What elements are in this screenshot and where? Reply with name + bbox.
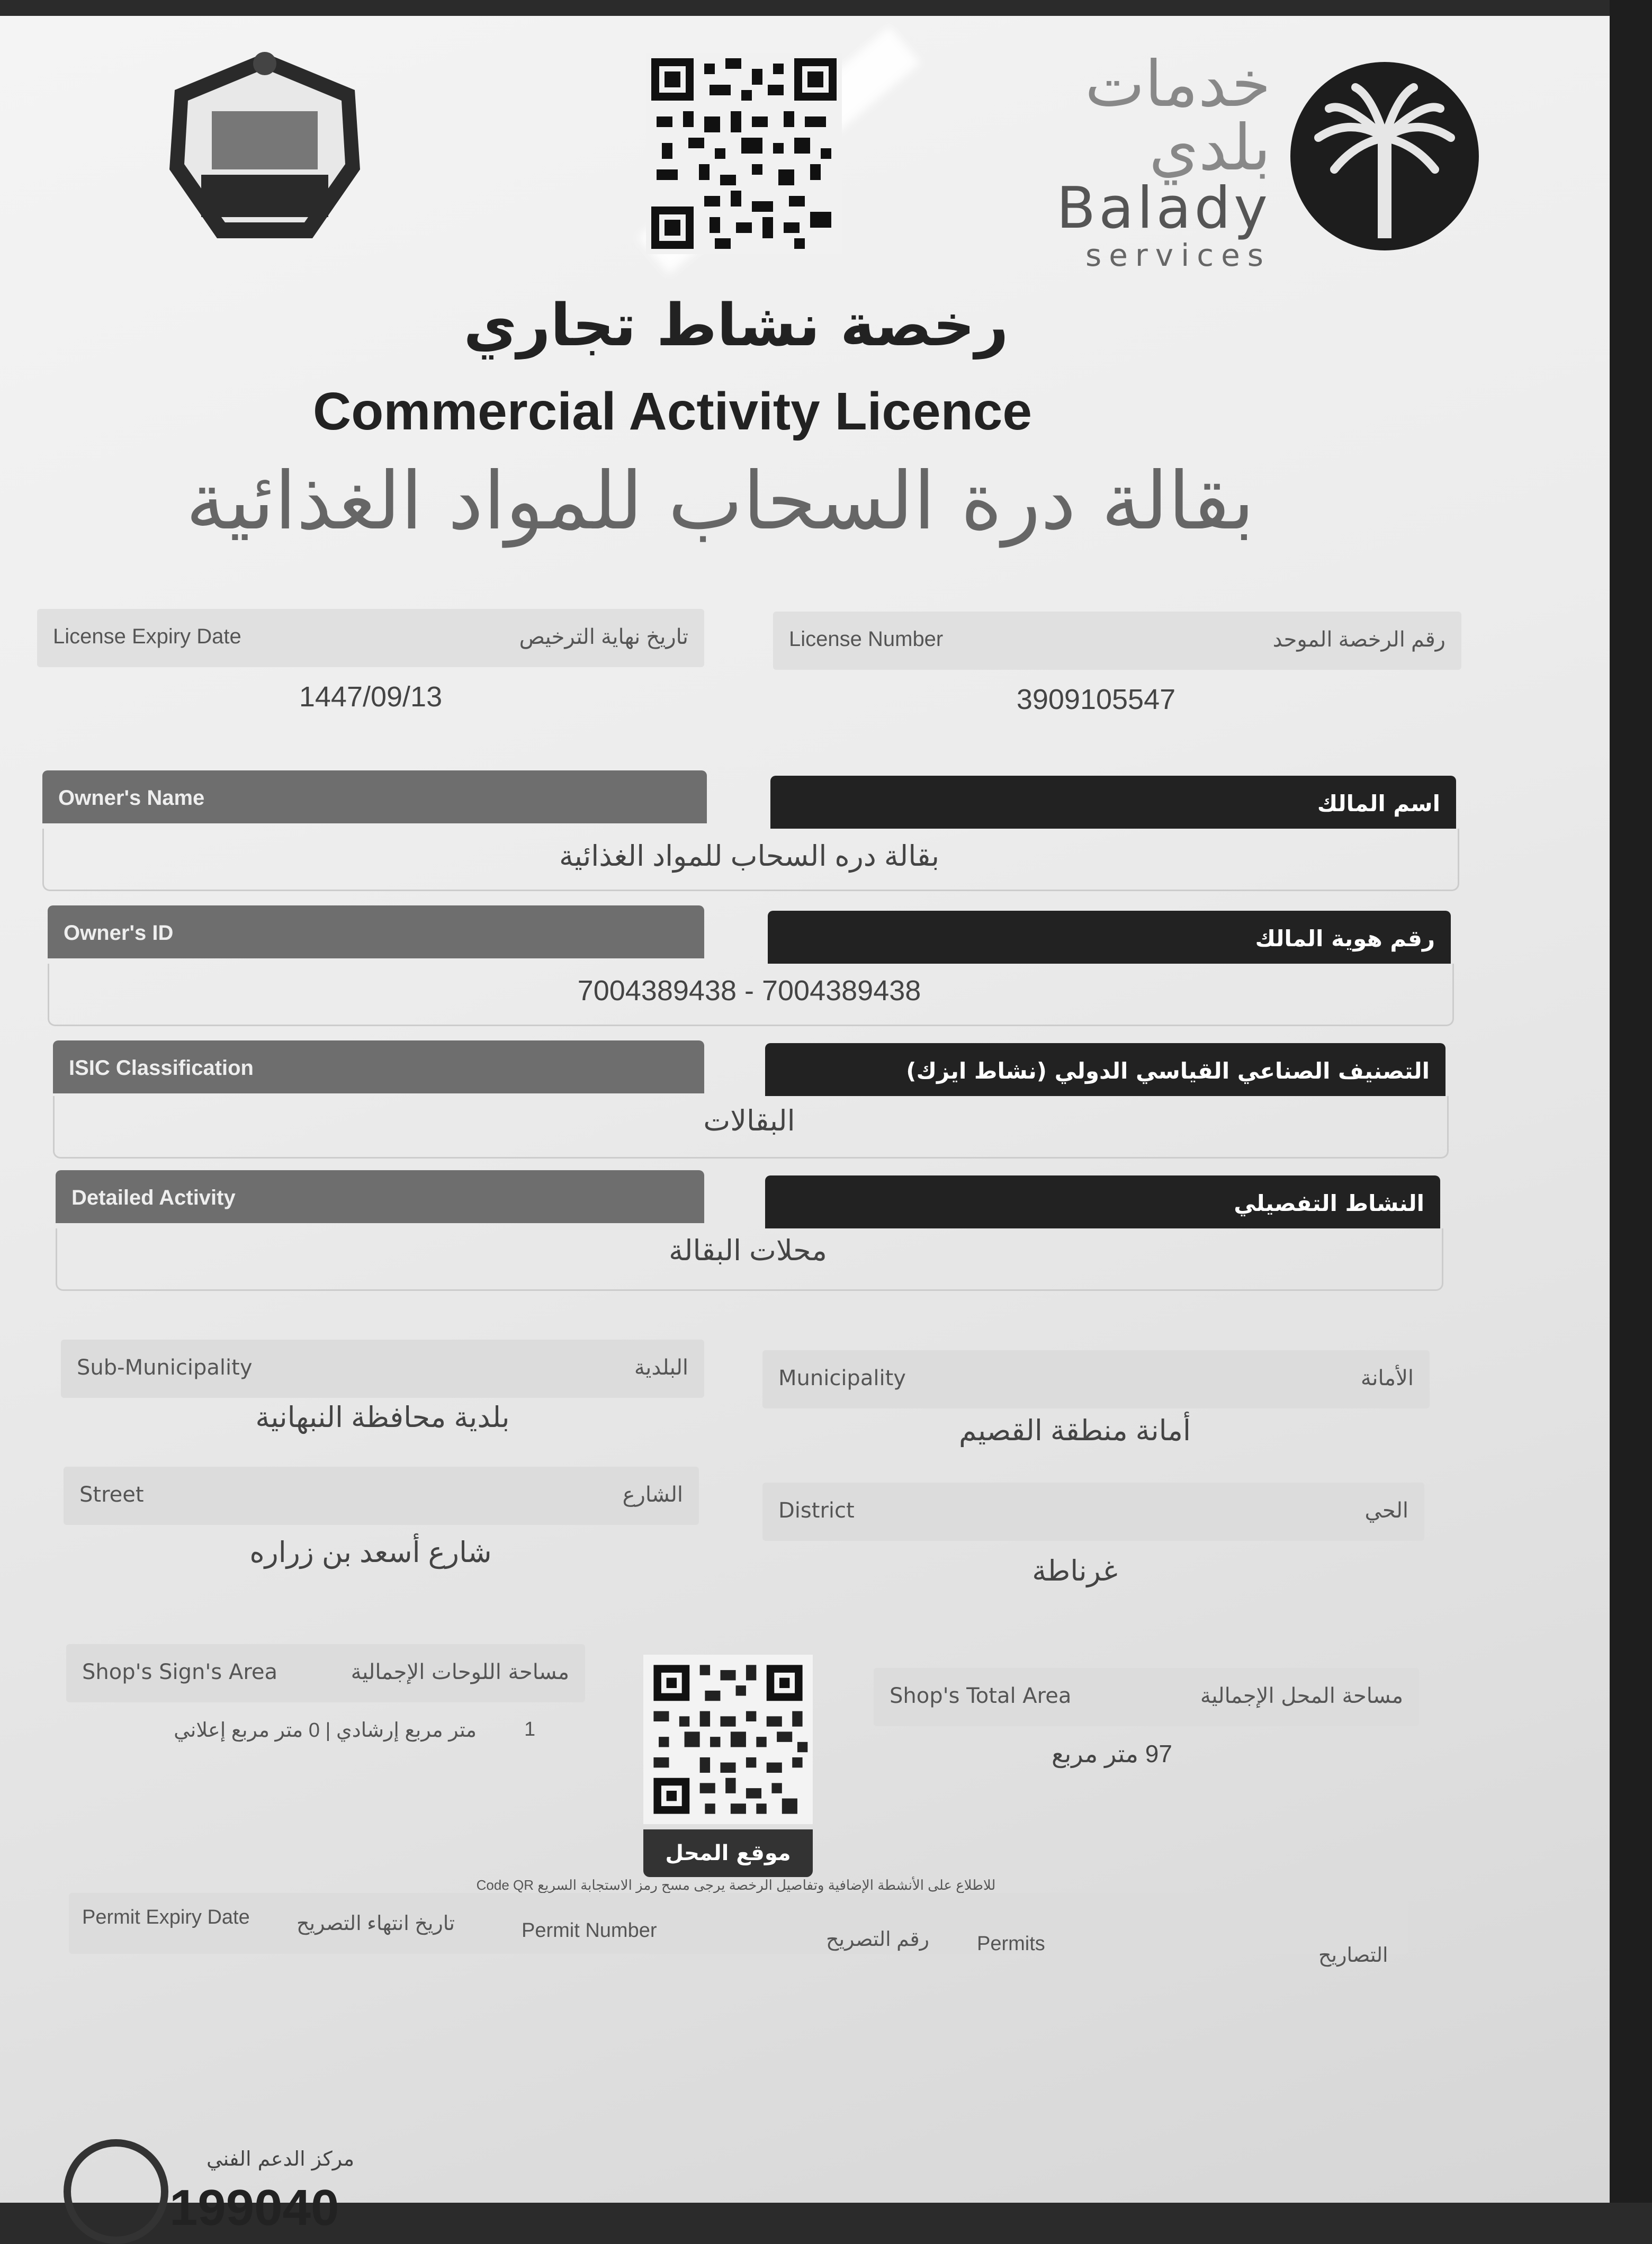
street-value: شارع أسعد بن زراره: [249, 1537, 492, 1568]
balady-subtitle: services: [1085, 237, 1271, 273]
owner-id-header-en: [48, 905, 704, 958]
municipality-label-ar: الأمانة: [1360, 1366, 1414, 1390]
support-center-label: مركز الدعم الفني: [206, 2147, 355, 2170]
isic-label-ar: التصنيف الصناعي القياسي الدولي (نشاط ايزك): [906, 1058, 1430, 1084]
detailed-activity-label-en: Detailed Activity: [71, 1186, 236, 1209]
permits-label-en: Permits: [977, 1933, 1045, 1955]
detailed-activity-header-ar: [765, 1175, 1440, 1228]
licence-number-value: 3909105547: [1016, 684, 1176, 715]
support-phone-number[interactable]: 199040: [169, 2179, 339, 2236]
licence-number-label-ar: رقم الرخصة الموحد: [1272, 628, 1446, 651]
owner-id-label-ar: رقم هوية المالك: [1255, 926, 1435, 952]
street-label-en: Street: [79, 1483, 144, 1507]
sign-area-header: [66, 1644, 585, 1702]
district-label-en: District: [778, 1498, 855, 1523]
total-area-value: 97 متر مربع: [1052, 1740, 1172, 1767]
isic-header-en: [53, 1040, 704, 1093]
licence-expiry-header: [37, 609, 704, 667]
street-header: [64, 1467, 699, 1525]
licence-number-header: [773, 612, 1461, 670]
qr-note: للاطلاع على الأنشطة الإضافية وتفاصيل الرخصة يرجى مسح رمز الاستجابة السريع Code QR: [476, 1877, 996, 1893]
municipality-seal-icon: [154, 42, 376, 254]
permits-header: [69, 1893, 1408, 1954]
sub-municipality-header: [61, 1340, 704, 1398]
isic-value: البقالات: [703, 1105, 795, 1137]
municipality-label-en: Municipality: [778, 1366, 906, 1390]
balady-wordmark: [1048, 48, 1271, 273]
total-area-label-ar: مساحة المحل الإجمالية: [1200, 1684, 1403, 1708]
licence-document: [0, 16, 1610, 2236]
detailed-activity-label-ar: النشاط التفصيلي: [1234, 1190, 1424, 1216]
sub-municipality-label-en: Sub-Municipality: [77, 1356, 253, 1380]
balady-english: Balady: [1056, 175, 1271, 241]
permit-number-label-ar: رقم التصريح: [826, 1928, 929, 1951]
permits-label-ar: التصاريح: [1318, 1944, 1388, 1967]
licence-expiry-value: 1447/09/13: [299, 681, 443, 713]
municipality-value: أمانة منطقة القصيم: [959, 1415, 1191, 1447]
permit-expiry-label-en: Permit Expiry Date: [82, 1906, 250, 1928]
total-area-header: [874, 1668, 1419, 1726]
licence-number-label-en: License Number: [789, 627, 944, 651]
owner-name-header-en: [42, 770, 707, 823]
owner-name-label-en: Owner's Name: [58, 786, 205, 810]
permit-number-label-en: Permit Number: [522, 1919, 657, 1942]
detailed-activity-header-en: [56, 1170, 704, 1223]
balady-arabic: خدمات بلدي: [1085, 48, 1271, 185]
licence-expiry-label-ar: تاريخ نهاية الترخيص: [519, 625, 688, 649]
isic-label-en: ISIC Classification: [69, 1056, 254, 1080]
owner-id-header-ar: [768, 911, 1451, 964]
total-area-label-en: Shop's Total Area: [890, 1684, 1072, 1708]
shop-location-button[interactable]: موقع المحل: [643, 1829, 813, 1877]
municipality-header: [762, 1350, 1430, 1408]
detailed-activity-value: محلات البقالة: [669, 1235, 827, 1267]
permit-expiry-label-ar: تاريخ انتهاء التصريح: [297, 1913, 455, 1935]
title-arabic: رخصة نشاط تجاري: [463, 291, 1009, 359]
top-qr-code-icon[interactable]: [646, 53, 842, 254]
shop-name: بقالة درة السحاب للمواد الغذائية: [185, 455, 1255, 547]
licence-expiry-label-en: License Expiry Date: [53, 625, 241, 648]
sign-area-value-1: 1: [524, 1718, 536, 1740]
title-english: Commercial Activity Licence: [313, 382, 1032, 441]
palm-tree-logo-icon: [1287, 58, 1483, 254]
sub-municipality-label-ar: البلدية: [634, 1356, 688, 1380]
sign-area-label-en: Shop's Sign's Area: [82, 1660, 278, 1684]
district-value: غرناطة: [1032, 1555, 1118, 1587]
shop-location-qr-icon[interactable]: [643, 1655, 813, 1824]
phone-icon: [64, 2139, 168, 2244]
owner-name-label-ar: اسم المالك: [1317, 791, 1440, 816]
owner-id-label-en: Owner's ID: [64, 921, 174, 945]
isic-header-ar: [765, 1043, 1446, 1096]
owner-name-value: بقالة دره السحاب للمواد الغذائية: [559, 840, 940, 872]
sign-area-value-text: متر مربع إرشادي | 0 متر مربع إعلاني: [174, 1719, 477, 1742]
owner-id-value: 7004389438 - 7004389438: [577, 975, 921, 1007]
sub-municipality-value: بلدية محافظة النبهانية: [255, 1402, 510, 1433]
district-header: [762, 1483, 1424, 1541]
owner-name-header-ar: [770, 776, 1456, 829]
district-label-ar: الحي: [1364, 1498, 1408, 1523]
sign-area-label-ar: مساحة اللوحات الإجمالية: [351, 1660, 569, 1684]
street-label-ar: الشارع: [622, 1483, 683, 1507]
background-edge: [1610, 0, 1652, 2203]
